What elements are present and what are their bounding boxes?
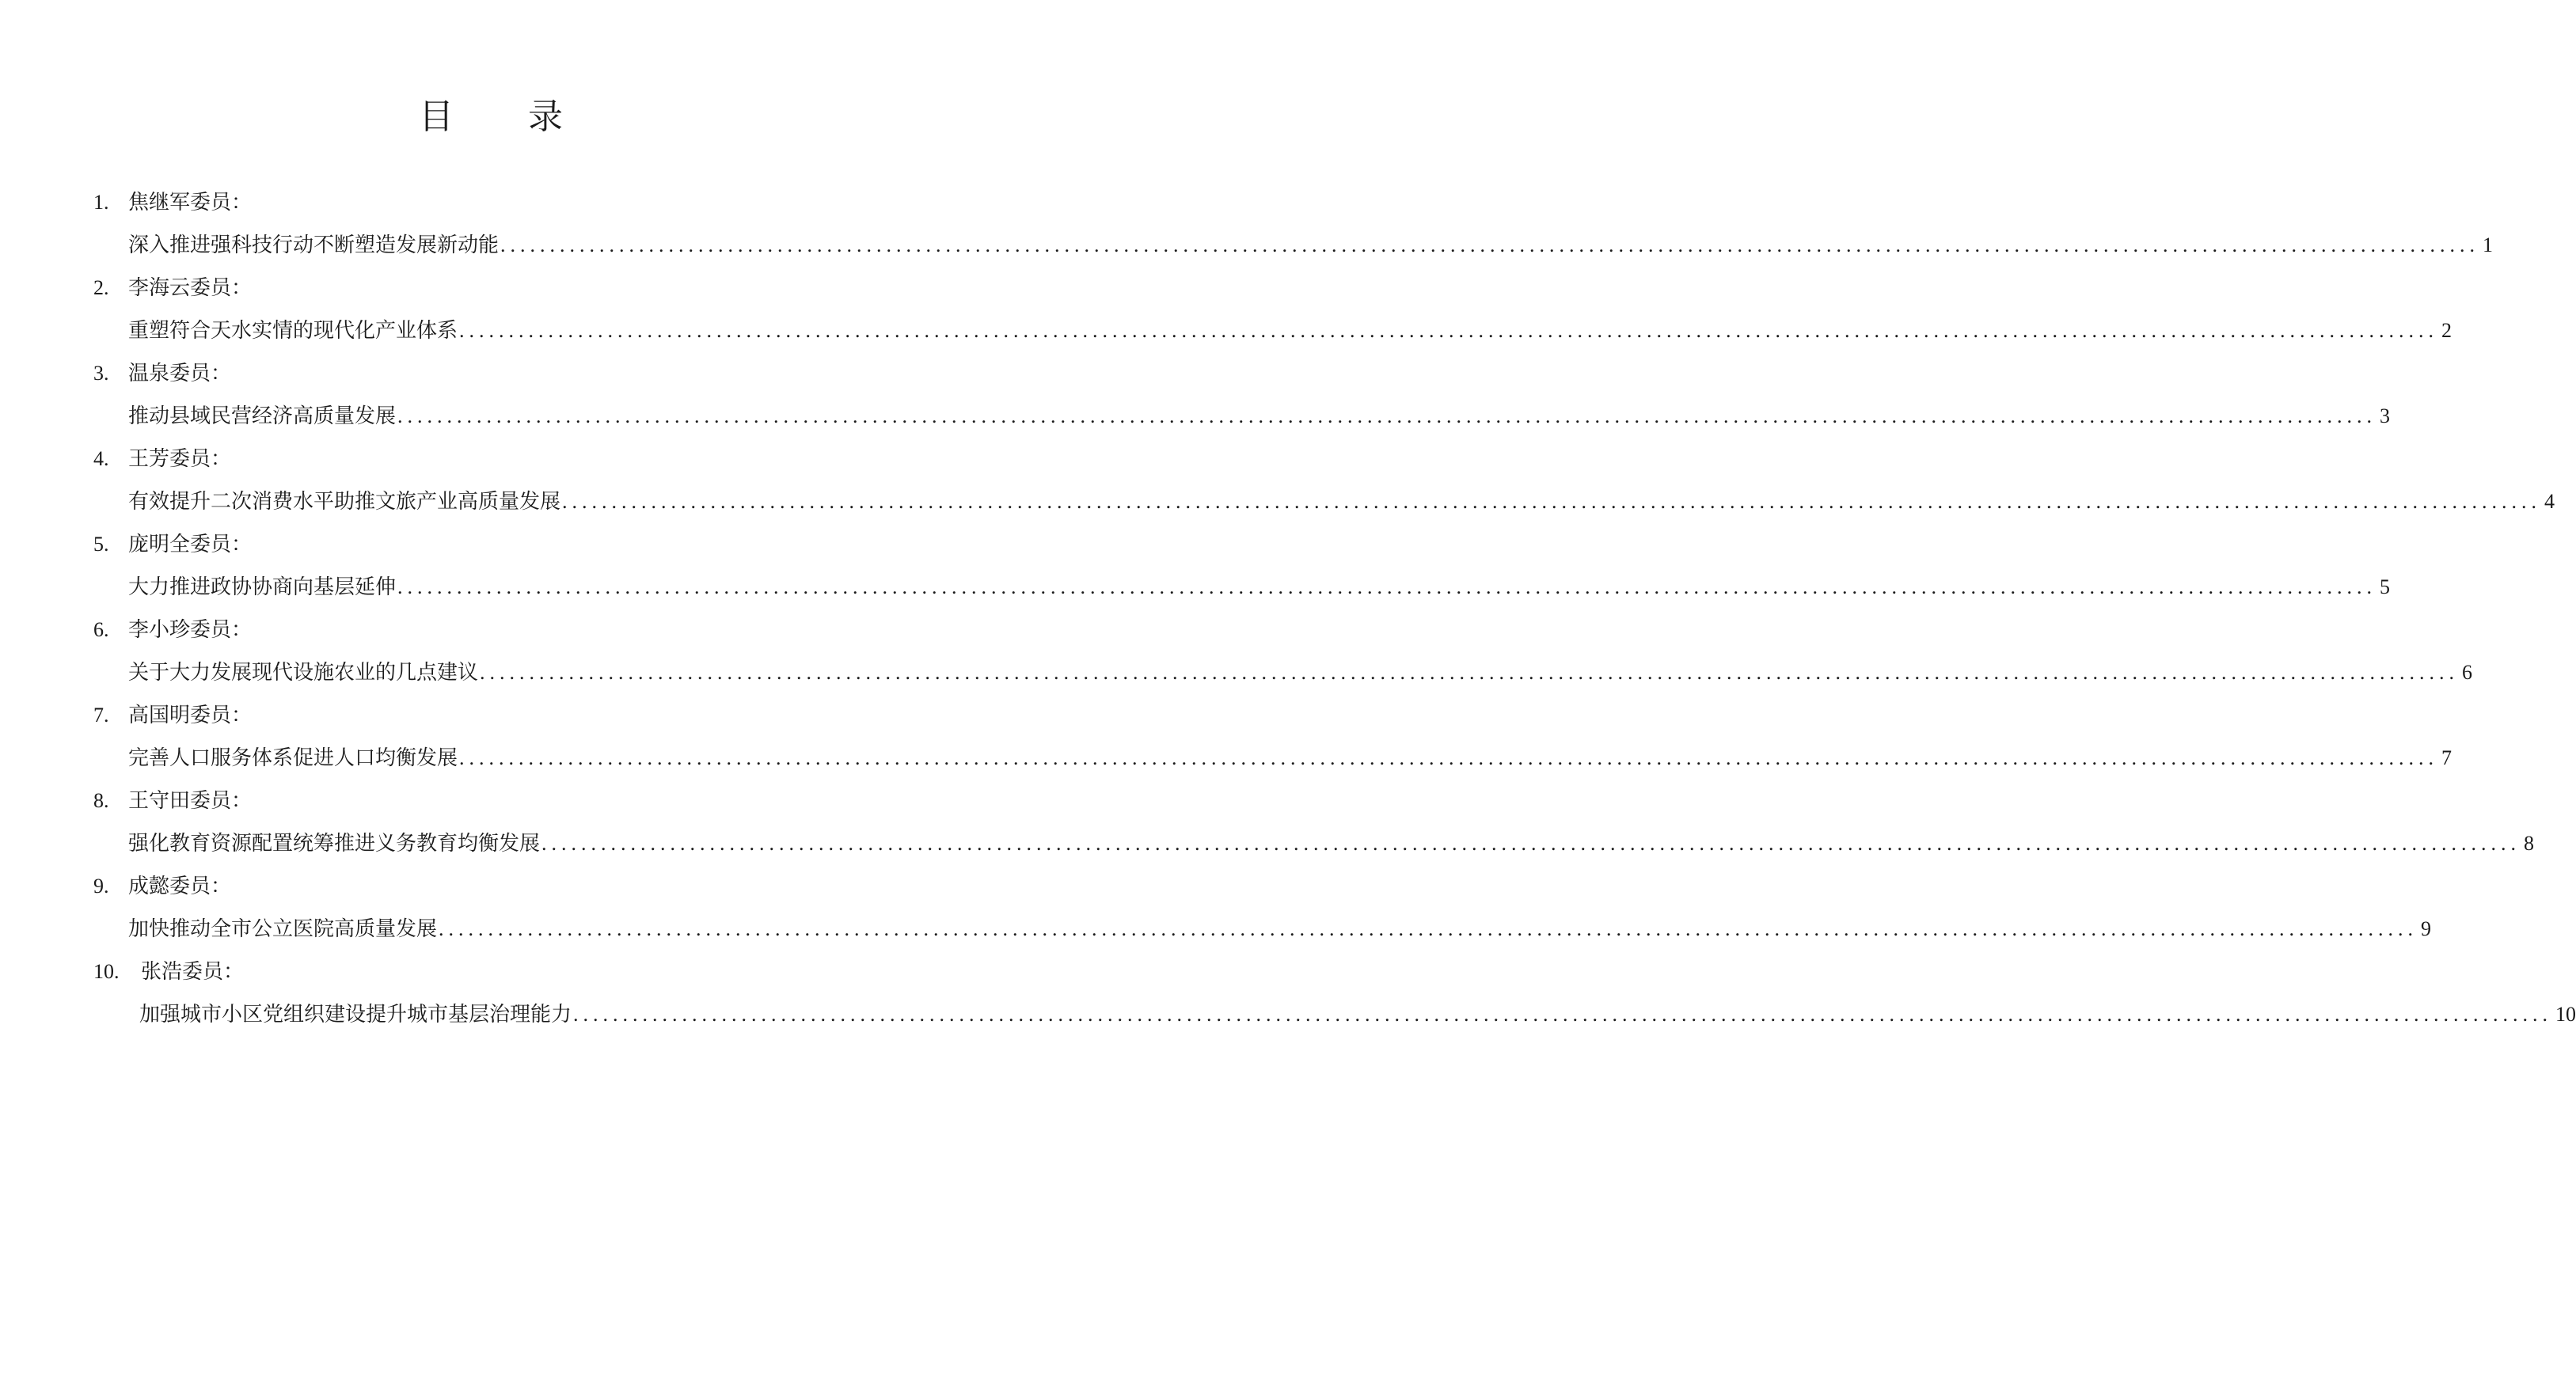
toc-entry: [0, 529, 2391, 614]
entry-member: 李海云委员：: [128, 276, 253, 300]
toc-link[interactable]: [128, 230, 2494, 261]
toc-link[interactable]: [128, 400, 2391, 432]
dot-leader: ........................................................................................................................................................................................................: [459, 319, 2439, 342]
entry-member: 成懿委员：: [128, 875, 232, 898]
toc-entry: [0, 443, 2555, 529]
entry-member: 高国明委员：: [128, 704, 253, 727]
toc-link[interactable]: [128, 742, 2453, 774]
dot-leader: ........................................................................................................................................................................................................: [459, 746, 2439, 769]
toc-entry: [0, 700, 2453, 785]
entry-page-number: 5: [2380, 575, 2391, 598]
entry-title: 大力推进政协协商向基层延伸: [128, 575, 397, 599]
dot-leader: ........................................................................................................................................................................................................: [397, 404, 2377, 427]
dot-leader: ........................................................................................................................................................................................................: [480, 661, 2460, 684]
toc-link[interactable]: [128, 657, 2473, 689]
entry-page-number: 4: [2544, 490, 2555, 513]
entry-page-number: 6: [2462, 661, 2473, 684]
dot-leader: ........................................................................................................................................................................................................: [541, 832, 2521, 855]
entry-number: 5.: [93, 533, 109, 556]
entry-member: 李小珍委员：: [128, 618, 253, 642]
page-title: 目 录: [419, 97, 595, 137]
toc-link[interactable]: [128, 315, 2453, 347]
entry-title: 加快推动全市公立医院高质量发展: [128, 917, 438, 941]
entry-number: 4.: [93, 447, 109, 470]
dot-leader: ........................................................................................................................................................................................................: [397, 575, 2377, 598]
entry-page-number: 10: [2555, 1003, 2576, 1026]
entry-title: 有效提升二次消费水平助推文旅产业高质量发展: [128, 490, 561, 514]
toc-link[interactable]: [128, 571, 2391, 603]
entry-number: 9.: [93, 875, 109, 898]
toc-link[interactable]: [139, 999, 2576, 1030]
entry-number: 10.: [93, 960, 120, 983]
entry-title: 强化教育资源配置统筹推进义务教育均衡发展: [128, 832, 541, 856]
entry-number: 3.: [93, 362, 109, 385]
toc-link[interactable]: [128, 486, 2555, 518]
toc-link[interactable]: [128, 828, 2535, 860]
toc-entry: [0, 187, 2494, 272]
entry-number: 2.: [93, 276, 109, 299]
entry-member: 张浩委员：: [141, 960, 245, 984]
toc-link[interactable]: [128, 913, 2432, 945]
dot-leader: ........................................................................................................................................................................................................: [439, 917, 2418, 940]
entry-page-number: 7: [2441, 746, 2453, 769]
entry-title: 关于大力发展现代设施农业的几点建议: [128, 661, 479, 685]
entry-title: 加强城市小区党组织建设提升城市基层治理能力: [139, 1003, 572, 1027]
entry-title: 重塑符合天水实情的现代化产业体系: [128, 319, 458, 343]
toc-entry: [0, 956, 2576, 1042]
entry-number: 8.: [93, 789, 109, 812]
dot-leader: ........................................................................................................................................................................................................: [562, 490, 2542, 513]
toc-entry: [0, 272, 2453, 358]
entry-page-number: 9: [2421, 917, 2432, 940]
entry-number: 7.: [93, 704, 109, 727]
entry-page-number: 2: [2441, 319, 2453, 342]
dot-leader: ........................................................................................................................................................................................................: [573, 1003, 2553, 1026]
toc-entry: [0, 785, 2535, 871]
entry-title: 深入推进强科技行动不断塑造发展新动能: [128, 233, 500, 257]
entry-member: 庞明全委员：: [128, 533, 253, 556]
entry-number: 6.: [93, 618, 109, 641]
entry-page-number: 8: [2524, 832, 2535, 855]
toc-entry: [0, 614, 2473, 700]
dot-leader: ........................................................................................................................................................................................................: [500, 233, 2480, 256]
entry-member: 王芳委员：: [128, 447, 232, 471]
toc-entry: [0, 358, 2391, 443]
entry-member: 焦继军委员：: [128, 191, 253, 214]
entry-title: 推动县域民营经济高质量发展: [128, 404, 397, 428]
entry-title: 完善人口服务体系促进人口均衡发展: [128, 746, 458, 770]
entry-member: 温泉委员：: [128, 362, 232, 385]
table-of-contents: [0, 187, 2576, 1042]
entry-page-number: 1: [2483, 233, 2494, 256]
entry-page-number: 3: [2380, 404, 2391, 427]
entry-number: 1.: [93, 191, 109, 214]
toc-entry: [0, 871, 2432, 956]
entry-member: 王守田委员：: [128, 789, 253, 813]
